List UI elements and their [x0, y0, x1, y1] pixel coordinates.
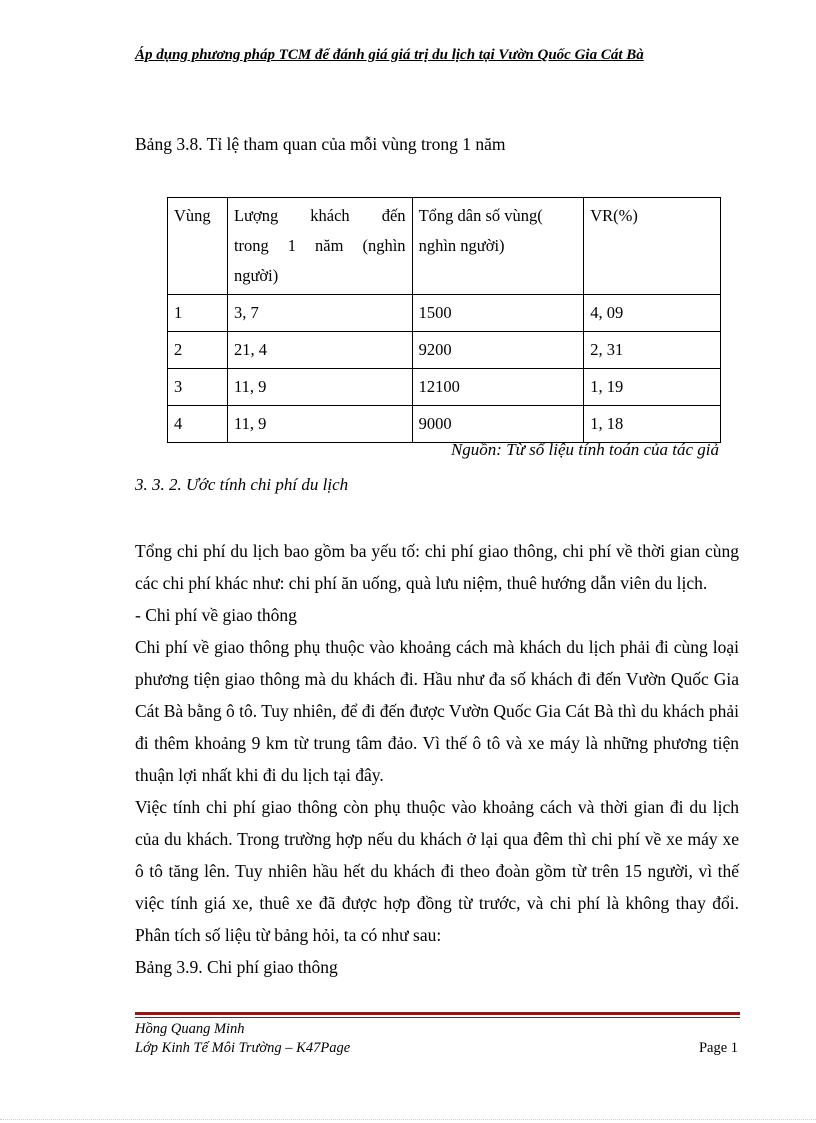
header-visitors	[227, 198, 412, 295]
cell-vr: 2, 31	[584, 332, 721, 369]
cell-region: 4	[168, 406, 228, 443]
table-row	[168, 332, 721, 369]
footer-rule-thin	[135, 1017, 740, 1018]
header-region: Vùng	[168, 198, 228, 295]
visit-rate-table	[167, 197, 721, 443]
header-population-line-1: Tổng dân số vùng(	[418, 206, 543, 225]
cell-population: 9200	[412, 332, 584, 369]
cell-visitors: 11, 9	[227, 369, 412, 406]
footer-rule-thick	[135, 1012, 740, 1015]
table-row	[168, 369, 721, 406]
table-source-note: Nguồn: Từ số liệu tính toán của tác giả	[450, 440, 719, 459]
section-heading: 3. 3. 2. Ước tính chi phí du lịch	[135, 475, 349, 494]
cell-population: 9000	[412, 406, 584, 443]
cell-population: 12100	[412, 369, 584, 406]
cell-population: 1500	[412, 295, 584, 332]
header-population	[412, 198, 584, 295]
header-vr: VR(%)	[584, 198, 721, 295]
page-boundary-line	[0, 1119, 816, 1120]
running-header-title: Áp dụng phương pháp TCM để đánh giá giá trị du lịch tại Vườn Quốc Gia Cát Bà	[135, 47, 644, 63]
cell-region: 2	[168, 332, 228, 369]
header-visitors-line-2: trong 1 năm (nghìn	[233, 236, 406, 255]
cell-vr: 4, 09	[584, 295, 721, 332]
cell-visitors: 3, 7	[227, 295, 412, 332]
paragraph-transport-distance: Chi phí về giao thông phụ thuộc vào khoảng cách mà khách du lịch phải đi cùng loại phương tiện giao thông mà du khách đi. Hầu như đa số khách đi đến Vườn Quốc Gia Cát Bà bằng ô tô. Tuy nhiên, để đi đến được Vườn Quốc Gia Cát Bà thì du khách phải đi thêm khoảng 9 km từ trung tâm đảo. Vì thế ô tô và xe máy là những phương tiện thuận lợi nhất khi đi du lịch tại đây.	[135, 637, 739, 785]
paragraph-transport-calculation: Việc tính chi phí giao thông còn phụ thuộc vào khoảng cách và thời gian đi du lịch của du khách. Trong trường hợp nếu du khách ở lại qua đêm thì chi phí về xe máy xe ô tô tăng lên. Tuy nhiên hầu hết du khách đi theo đoàn gồm từ trên 15 người, vì thế việc tính giá xe, thuê xe đã được hợp đồng từ trước, và chi phí là không thay đổi. Phân tích số liệu từ bảng hỏi, ta có như sau:	[135, 797, 739, 945]
cell-region: 3	[168, 369, 228, 406]
footer-page-number: Page 1	[698, 1040, 738, 1056]
table-3-8-caption: Bảng 3.8. Tỉ lệ tham quan của mỗi vùng trong 1 năm	[135, 134, 506, 154]
table-row	[168, 406, 721, 443]
footer-author: Hồng Quang Minh	[135, 1021, 245, 1037]
header-visitors-line-3: người)	[233, 266, 279, 285]
cell-visitors: 21, 4	[227, 332, 412, 369]
table-3-9-caption: Bảng 3.9. Chi phí giao thông	[135, 957, 338, 977]
cell-visitors: 11, 9	[227, 406, 412, 443]
body-text	[135, 535, 739, 983]
footer-class-line: Lớp Kinh Tế Môi Trường – K47Page	[135, 1040, 351, 1056]
cell-region: 1	[168, 295, 228, 332]
cell-vr: 1, 18	[584, 406, 721, 443]
paragraph-transport-heading: - Chi phí về giao thông	[135, 605, 297, 625]
table-header-row	[168, 198, 721, 295]
cell-vr: 1, 19	[584, 369, 721, 406]
header-visitors-line-1: Lượng khách đến	[233, 206, 406, 225]
paragraph-total-cost: Tổng chi phí du lịch bao gồm ba yếu tố: chi phí giao thông, chi phí về thời gian cùng các chi phí khác như: chi phí ăn uống, quà lưu niệm, thuê hướng dẫn viên du lịch.	[135, 541, 739, 593]
header-population-line-2: nghìn người)	[418, 236, 505, 255]
table-row	[168, 295, 721, 332]
